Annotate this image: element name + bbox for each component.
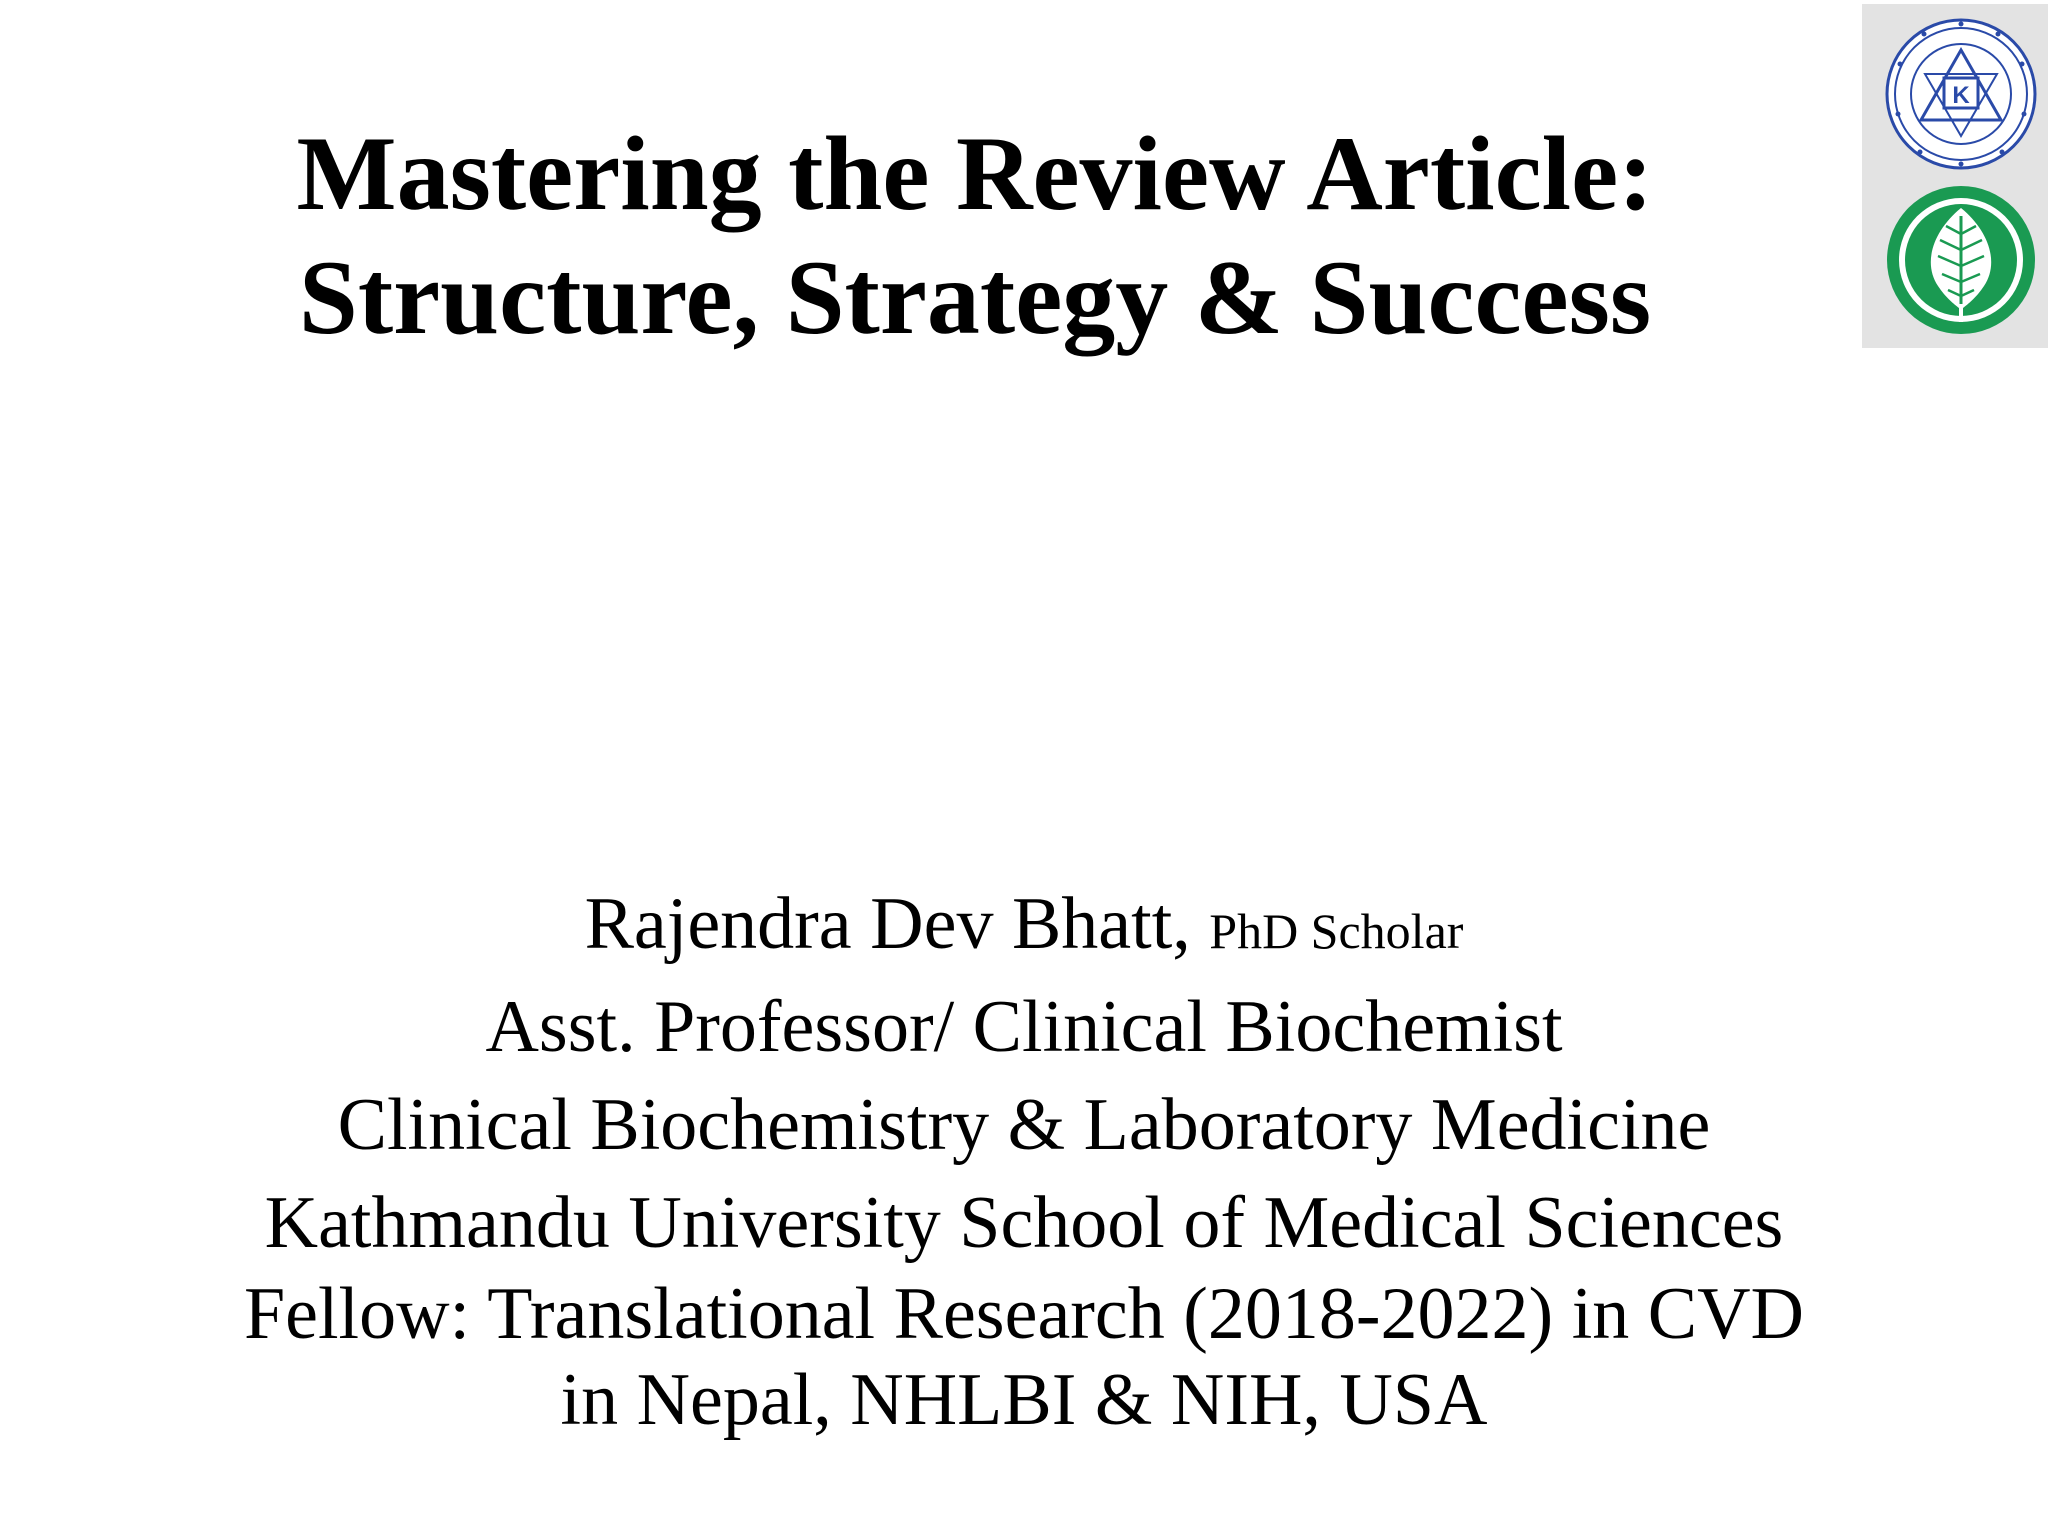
seal-letter: K — [1952, 82, 1970, 109]
author-department: Clinical Biochemistry & Laboratory Medicine — [337, 1084, 1711, 1166]
author-block — [0, 876, 2048, 1443]
author-fellowship-line-2: in Nepal, NHLBI & NIH, USA — [560, 1359, 1488, 1441]
green-leaf-logo-icon — [1887, 186, 2035, 334]
author-name: Rajendra Dev Bhatt, — [584, 883, 1191, 965]
author-degree: PhD Scholar — [1209, 903, 1464, 959]
logos-graphic — [1862, 4, 2048, 348]
kathmandu-university-seal-icon — [1887, 20, 2035, 168]
title-line-2: Structure, Strategy & Success — [298, 239, 1652, 356]
author-fellowship-line-1: Fellow: Translational Research (2018-2022) in CVD — [244, 1273, 1804, 1355]
author-position: Asst. Professor/ Clinical Biochemist — [485, 986, 1563, 1068]
author-institution: Kathmandu University School of Medical Sciences — [264, 1182, 1784, 1264]
author-name-line — [0, 876, 2048, 979]
title-line-1: Mastering the Review Article: — [296, 115, 1654, 232]
slide-title — [0, 112, 1950, 360]
logo-panel — [1862, 4, 2048, 348]
